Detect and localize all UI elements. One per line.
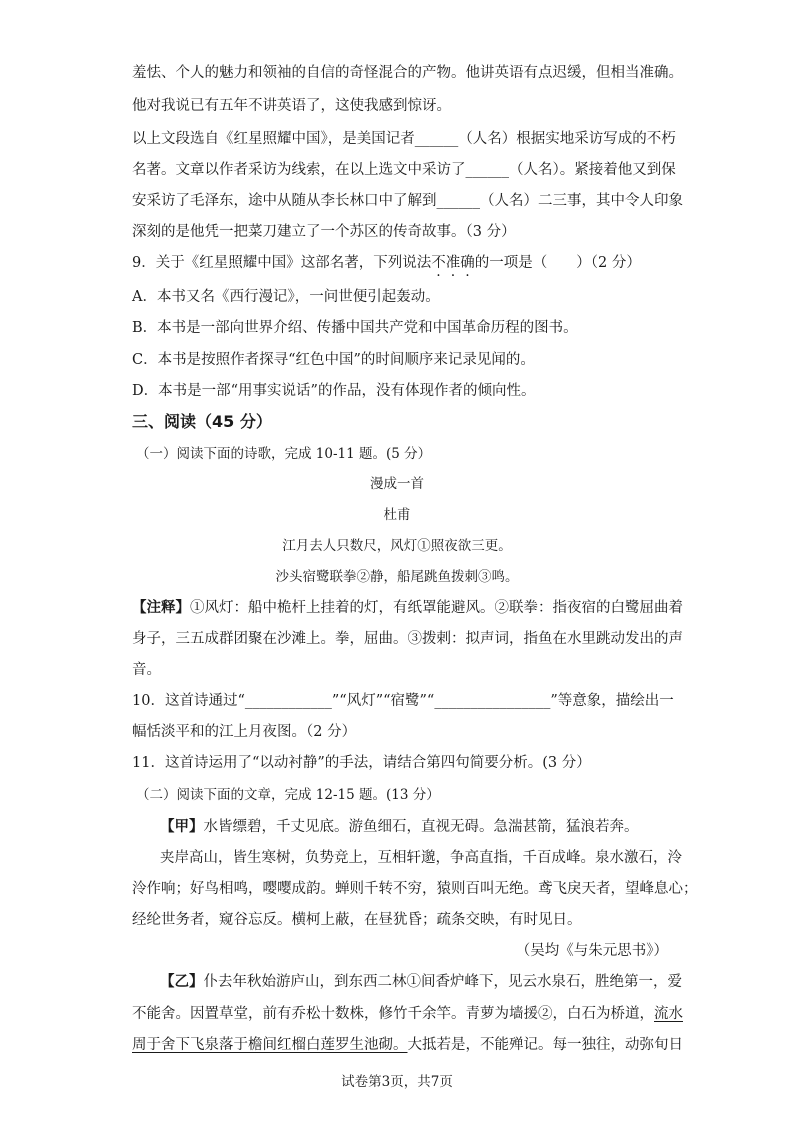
question-9: [132, 253, 641, 273]
q9-emphasis: 确: [460, 255, 475, 271]
question-11: 11．这首诗运用了“以动衬静”的手法，请结合第四句简要分析。(3 分）: [132, 755, 591, 771]
q9-emphasis: 准: [445, 255, 461, 271]
annotation-line: [132, 598, 683, 618]
q8-text-line: 名著。文章以作者采访为线索，在以上选文中采访了______（人名）。紧接着他又到保: [132, 162, 676, 178]
page-footer: 试卷第3页，共7页: [341, 1074, 453, 1090]
poem-line: 江月去人只数尺，风灯①照夜欲三更。: [282, 538, 512, 554]
option-b: B．本书是一部向世界介绍、传播中国共产党和中国革命历程的图书。: [132, 320, 578, 336]
q9-emphasis: 不: [431, 255, 446, 271]
q9-stem-end: 的一项是（ ）（2 分）: [474, 255, 641, 271]
passage-yi-line: [132, 1004, 683, 1024]
jia-label: 【甲】: [160, 818, 204, 835]
passage-jia-line: 夹岸高山，皆生寒树，负势竞上，互相轩邈，争高直指，千百成峰。泉水激石，泠: [160, 850, 682, 866]
annotation-line: 身子，三五成群团聚在沙滩上。拳，屈曲。③拨剌：拟声词，指鱼在水里跳动发出的声: [132, 631, 683, 647]
annotation-text: ①风灯：船中桅杆上挂着的灯，有纸罩能避风。②联拳：指夜宿的白鹭屈曲着: [190, 600, 683, 616]
passage-jia-line: 经纶世务者，窥谷忘反。横柯上蔽，在昼犹昏；疏条交映，有时见日。: [132, 912, 582, 928]
option-d: D．本书是一部“用事实说话”的作品，没有体现作者的倾向性。: [132, 383, 536, 399]
q8-text-line: 以上文段选自《红星照耀中国》，是美国记者______（人名）根据实地采访写成的不朽: [132, 131, 676, 147]
subsection-heading: （一）阅读下面的诗歌，完成 10-11 题。(5 分）: [136, 446, 432, 462]
option-a: A．本书又名《西行漫记》，一问世便引起轰动。: [132, 289, 440, 305]
yi-label: 【乙】: [160, 973, 204, 990]
poem-line: 沙头宿鹭联拳②静，船尾跳鱼拨刺③鸣。: [275, 569, 519, 585]
passage-jia-source: （吴均《与朱元思书》）: [515, 943, 668, 959]
passage-yi: [160, 972, 682, 992]
section-heading: 三、阅读（45 分）: [132, 412, 272, 431]
poem-title: 漫成一首: [370, 476, 424, 492]
annotation-label: 【注释】: [132, 599, 190, 616]
yi-text: 大抵若是，不能殚记。每一独往，动弥旬日: [407, 1037, 683, 1053]
passage-line: 他对我说已有五年不讲英语了，这使我感到惊讶。: [132, 98, 451, 114]
question-10: 10．这首诗通过“____________”“风灯”“宿鹭”“________________”等意象，描绘出一: [132, 693, 674, 709]
passage-jia-line: 泠作响；好鸟相鸣，嘤嘤成韵。蝉则千转不穷，猿则百叫无绝。鸢飞戾天者，望峰息心；: [132, 881, 698, 897]
passage-line: 羞怯、个人的魅力和领袖的自信的奇怪混合的产物。他讲英语有点迟缓，但相当准确。: [132, 65, 683, 81]
annotation-line: 音。: [132, 662, 161, 678]
q9-stem: 9．关于《红星照耀中国》这部名著，下列说法: [132, 255, 432, 271]
jia-text: 水皆缥碧，千丈见底。游鱼细石，直视无碍。急湍甚箭，猛浪若奔。: [203, 819, 639, 835]
q8-text-line: 深刻的是他凭一把菜刀建立了一个苏区的传奇故事。（3 分）: [132, 224, 516, 240]
yi-underlined-text: 周于舍下飞泉落于檐间红榴白莲罗生池砌。: [132, 1037, 408, 1053]
subsection-heading: （二）阅读下面的文章，完成 12-15 题。(13 分）: [136, 787, 440, 803]
question-10-cont: 幅恬淡平和的江上月夜图。（2 分）: [132, 724, 357, 740]
passage-yi-line: [132, 1035, 683, 1055]
passage-jia: [160, 817, 639, 837]
yi-underlined-text: 流水: [654, 1006, 683, 1022]
option-c: C．本书是按照作者探寻“红色中国”的时间顺序来记录见闻的。: [132, 352, 535, 368]
yi-text: 不能舍。因置草堂，前有乔松十数株，修竹千余竿。青萝为墙援②，白石为桥道，: [132, 1006, 654, 1022]
yi-text: 仆去年秋始游庐山，到东西二林①间香炉峰下，见云水泉石，胜绝第一，爱: [203, 974, 682, 990]
q8-text-line: 安采访了毛泽东，途中从随从李长林口中了解到______（人名）二三事，其中令人印象: [132, 193, 683, 209]
poem-author: 杜甫: [383, 507, 411, 523]
